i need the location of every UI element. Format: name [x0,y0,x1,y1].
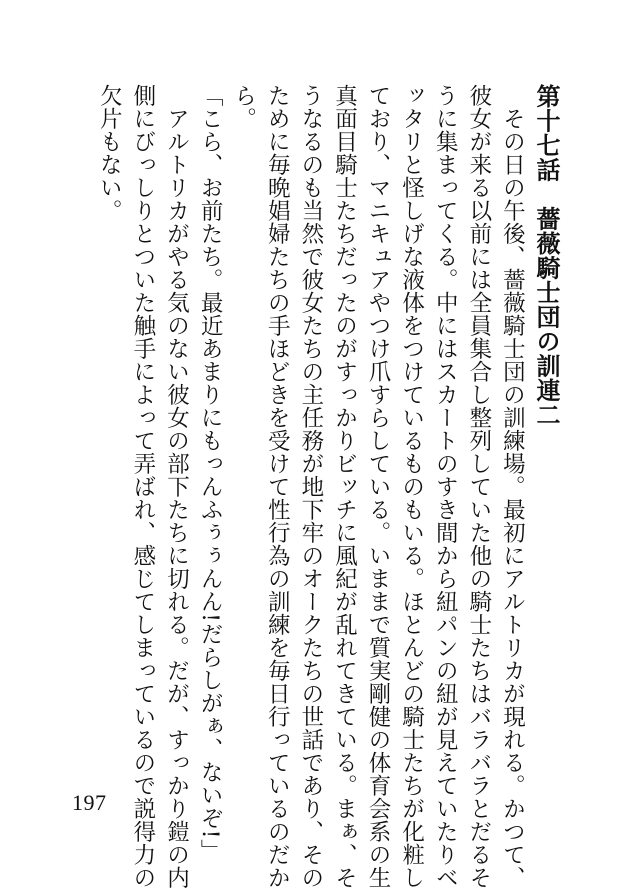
text-line: その日の午後、薔薇騎士団の訓練場。最初にアルトリカが現れる。かつて、 [499,84,526,889]
text-line: 欠片もない。 [96,84,123,222]
vertical-text-block [92,84,562,889]
text-line: 真面目騎士たちだったのがすっかりビッチに風紀が乱れてきている。まぁ、そ [331,84,358,889]
text-line: うなるのも当然で彼女たちの主任務が地下牢のオークたちの世話であり、その [297,84,324,889]
text-line: ら。 [230,84,257,130]
chapter-title: 第十七話 薔薇騎士団の訓連二 [532,84,560,427]
text-line: うに集まってくる。中にはスカートのすき間から紐パンの紐が見えていたりベ [432,84,459,889]
text-line: ために毎晩娼婦たちの手ほどきを受けて性行為の訓練を毎日行っているのだか [264,84,291,889]
text-line: 側にびっしりとついた触手によって弄ばれ、感じてしまっているので説得力の [129,84,156,889]
text-line: アルトリカがやる気のない彼女の部下たちに切れる。だが、すっかり鎧の内 [163,84,190,889]
dialogue-line: 「こら、お前たち。最近あまりにもっんふぅぅんん!だらしがぁ、ないぞ!」 [197,84,224,863]
page-number: 197 [72,790,107,815]
text-line: 彼女が来る以前には全員集合し整列していた他の騎士たちはバラバラとだるそ [465,84,492,889]
text-line: ッタリと怪しげな液体をつけているものもいる。ほとんどの騎士たちが化粧し [398,84,425,889]
text-line: ており、マニキュアやつけ爪すらしている。いままで質実剛健の体育会系の生 [365,84,392,889]
